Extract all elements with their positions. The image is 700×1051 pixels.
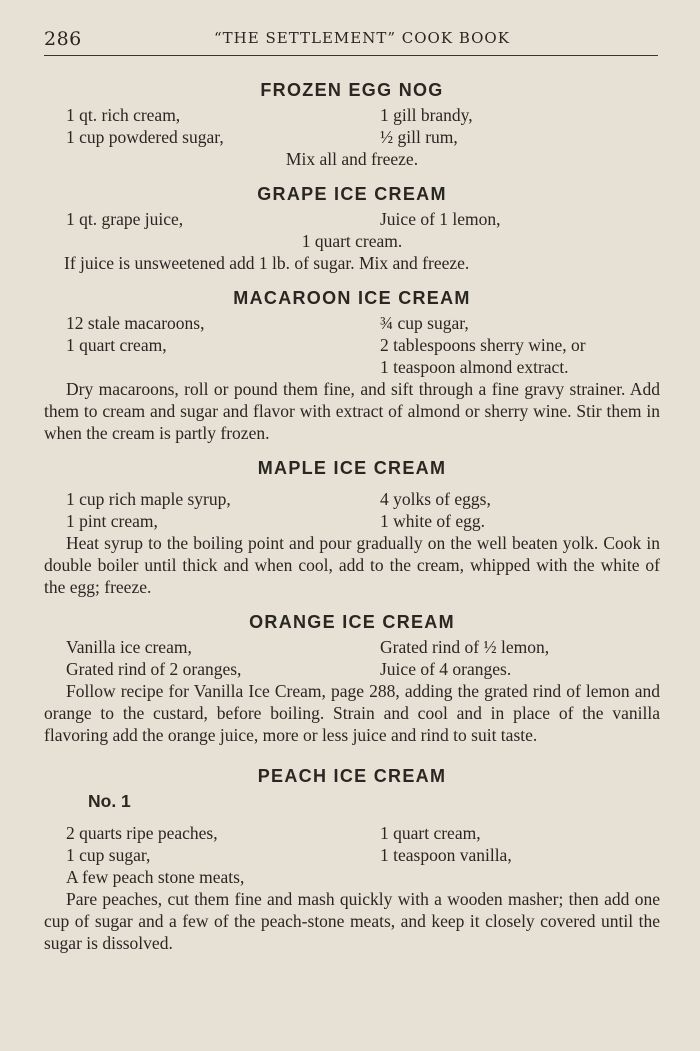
ingredient: 1 qt. grape juice, xyxy=(66,209,184,229)
running-title: “THE SETTLEMENT” COOK BOOK xyxy=(214,29,510,47)
ingredient: 1 qt. rich cream, xyxy=(66,105,181,125)
ingredient: 1 quart cream, xyxy=(66,335,167,355)
ingredient: Grated rind of 2 oranges, xyxy=(66,659,242,679)
instruction: If juice is unsweetened add 1 lb. of sugar. Mix and freeze. xyxy=(64,253,470,273)
instruction: Dry macaroons, roll or pound them fine, and sift through a fine gravy strainer. Add them to cream and sugar and flavor with extract of almond or sherry wine. Stir them in when the cream is partly frozen. xyxy=(44,379,660,443)
ingredient: 1 cup sugar, xyxy=(66,845,151,865)
ingredient: Grated rind of ½ lemon, xyxy=(380,637,550,657)
recipe-macaroon-ice-cream xyxy=(44,284,660,444)
instruction-row xyxy=(44,148,660,170)
header-rule xyxy=(44,55,658,56)
page-content xyxy=(44,76,660,954)
ingredient-row xyxy=(44,636,660,658)
instruction: Follow recipe for Vanilla Ice Cream, page 288, adding the grated rind of lemon and orange to the custard, before boiling. Strain and cool and in place of the vanilla flavoring add the orange juice, more or less juice and rind to suit taste. xyxy=(44,681,660,745)
ingredient: 1 cup powdered sugar, xyxy=(66,127,224,147)
ingredient: 2 tablespoons sherry wine, or xyxy=(380,335,586,355)
recipe-number: No. 1 xyxy=(88,791,131,811)
ingredient: 12 stale macaroons, xyxy=(66,313,205,333)
recipe-title: PEACH ICE CREAM xyxy=(257,766,447,786)
ingredient-row xyxy=(44,230,660,252)
ingredient: 1 white of egg. xyxy=(380,511,485,531)
ingredient-row xyxy=(44,658,660,680)
ingredient-row xyxy=(44,334,660,356)
ingredient-row xyxy=(44,312,660,334)
ingredient-row xyxy=(44,488,660,510)
ingredient: 1 quart cream. xyxy=(301,231,403,251)
recipe-maple-ice-cream xyxy=(44,454,660,598)
ingredient-row xyxy=(44,126,660,148)
ingredient-row xyxy=(44,844,660,866)
ingredient: ¾ cup sugar, xyxy=(380,313,469,333)
ingredient: Juice of 1 lemon, xyxy=(380,209,501,229)
ingredient: 1 teaspoon almond extract. xyxy=(380,357,569,377)
ingredient: 1 pint cream, xyxy=(66,511,158,531)
recipe-title: GRAPE ICE CREAM xyxy=(257,184,447,204)
instruction: Mix all and freeze. xyxy=(285,149,419,169)
ingredient-row xyxy=(44,866,660,888)
recipe-title: MACAROON ICE CREAM xyxy=(233,288,471,308)
ingredient: Vanilla ice cream, xyxy=(66,637,192,657)
page-number: 286 xyxy=(44,28,82,50)
ingredient-row xyxy=(44,822,660,844)
instruction: Pare peaches, cut them fine and mash quickly with a wooden masher; then add one cup of sugar and a few of the peach-stone meats, and keep it closely covered until the sugar is dissolved. xyxy=(44,889,660,953)
ingredient: 1 quart cream, xyxy=(380,823,481,843)
ingredient: A few peach stone meats, xyxy=(66,867,245,887)
recipe-title: MAPLE ICE CREAM xyxy=(257,458,447,478)
ingredient-row xyxy=(44,356,660,378)
ingredient: 4 yolks of eggs, xyxy=(380,489,491,509)
recipe-frozen-egg-nog xyxy=(44,76,660,170)
recipe-orange-ice-cream xyxy=(44,608,660,746)
ingredient-row xyxy=(44,104,660,126)
recipe-title: FROZEN EGG NOG xyxy=(260,80,444,100)
ingredient-row xyxy=(44,208,660,230)
ingredient: Juice of 4 oranges. xyxy=(380,659,512,679)
instruction-row xyxy=(44,252,660,274)
ingredient: 1 teaspoon vanilla, xyxy=(380,845,512,865)
recipe-peach-ice-cream xyxy=(44,762,660,954)
instruction: Heat syrup to the boiling point and pour gradually on the well beaten yolk. Cook in double boiler until thick and when cool, add to the cream, whipped with the white of the egg; freeze. xyxy=(44,533,660,597)
ingredient: 1 cup rich maple syrup, xyxy=(66,489,231,509)
ingredient: 1 gill brandy, xyxy=(380,105,473,125)
page-header xyxy=(44,24,656,54)
recipe-grape-ice-cream xyxy=(44,180,660,274)
recipe-title: ORANGE ICE CREAM xyxy=(249,612,455,632)
ingredient: 2 quarts ripe peaches, xyxy=(66,823,218,843)
ingredient: ½ gill rum, xyxy=(380,127,458,147)
ingredient-row xyxy=(44,510,660,532)
